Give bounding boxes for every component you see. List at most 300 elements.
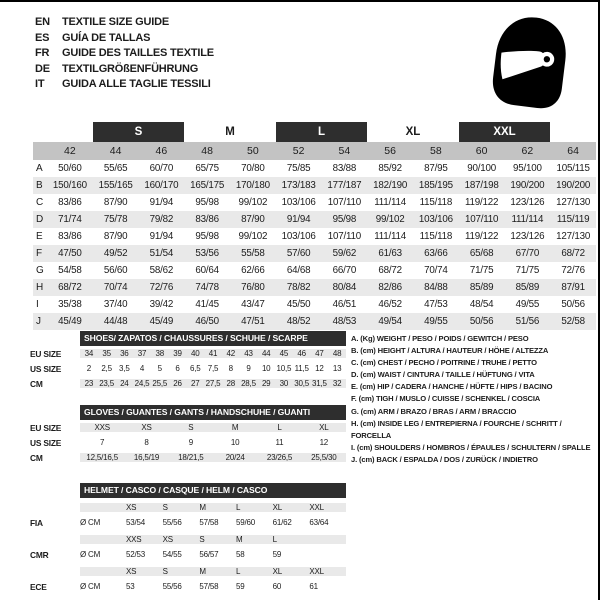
size-row-values	[80, 423, 346, 432]
guide-title: TEXTILE SIZE GUIDE	[62, 16, 170, 28]
size-value: 35	[102, 349, 111, 358]
measurement-value: 111/114	[511, 214, 544, 225]
measurement-value: 187/198	[464, 180, 499, 191]
measurement-value: 84/88	[424, 282, 448, 293]
measurement-value: 72/76	[149, 282, 174, 293]
size-value: 11,5	[294, 364, 309, 373]
measurement-value: 59/62	[332, 248, 357, 259]
measurement-value: 105/115	[556, 163, 590, 174]
language-row	[35, 31, 214, 47]
language-titles	[35, 15, 214, 93]
size-row	[30, 376, 346, 391]
measurement-value: 49/54	[378, 316, 402, 327]
language-row	[35, 77, 214, 93]
measurement-value: 53/56	[195, 248, 219, 259]
measurement-value: 170/180	[235, 180, 270, 191]
measurement-value: 41/45	[195, 299, 219, 310]
measurement-value: 95/98	[332, 214, 357, 225]
helmet-size-label: XL	[272, 503, 283, 512]
measurement-value: 45/49	[58, 316, 82, 327]
size-value: 12,5/16,5	[86, 453, 118, 462]
measurement-value: 76/80	[241, 282, 265, 293]
size-value: 43	[244, 349, 253, 358]
helmet-size-header-row	[30, 532, 346, 547]
guide-title: GUÍA DE TALLAS	[62, 31, 151, 44]
size-value: 7	[100, 438, 105, 447]
measurement-value: 45/50	[286, 299, 311, 310]
legend-item: F. (cm) TIGH / MUSLO / CUISSE / SCHENKEL / COSCIA	[351, 394, 541, 404]
helmet-size-label: XXL	[309, 567, 324, 576]
size-column-header: 56	[384, 145, 396, 157]
language-row	[35, 15, 214, 31]
size-value: XXS	[94, 423, 110, 432]
size-value: L	[277, 423, 282, 432]
measurement-row-label: B	[36, 180, 43, 191]
legend-item: D. (cm) WAIST / CINTURA / TAILLE / HÜFTUNG / VITA	[351, 370, 535, 380]
size-value: 42	[226, 349, 235, 358]
measurement-row	[33, 211, 596, 228]
size-value: 12	[319, 438, 329, 447]
measurement-row-label: C	[36, 197, 44, 208]
helmet-size-value: 59	[272, 550, 282, 559]
size-value: 23	[84, 379, 94, 388]
helmet-standard-row	[30, 579, 346, 594]
size-value: 10,5	[276, 364, 292, 373]
measurement-value: 177/187	[327, 180, 362, 191]
measurement-value: 58/62	[149, 265, 174, 276]
helmet-size-label: L	[236, 503, 241, 512]
helmet-standard-values	[80, 550, 346, 559]
measurement-value: 87/90	[103, 197, 128, 208]
measurement-row-label: G	[36, 265, 44, 276]
size-value: 16,5/19	[133, 453, 160, 462]
size-value: 32	[332, 379, 342, 388]
diameter-unit-label: Ø CM	[80, 582, 101, 591]
measurement-value: 123/126	[510, 231, 545, 242]
size-group-xxl: XXL	[459, 122, 551, 142]
measurement-value: 103/106	[281, 231, 316, 242]
helmet-size-value: 61/62	[272, 518, 292, 527]
measurement-value: 87/95	[424, 163, 448, 174]
measurement-value: 60/64	[195, 265, 219, 276]
measurement-value: 67/70	[515, 248, 540, 259]
helmet-size-label: S	[162, 503, 168, 512]
measurement-value: 123/126	[510, 197, 545, 208]
unit-spacer	[80, 503, 126, 512]
legend-item: B. (cm) HEIGHT / ALTURA / HAUTEUR / HÖHE / ALTEZZA	[351, 346, 549, 356]
size-column-header: 44	[109, 145, 122, 157]
size-column-header: 54	[338, 145, 351, 157]
size-value: 24,5	[134, 379, 150, 388]
measurement-value: 75/78	[103, 214, 128, 225]
size-value: 30,5	[294, 379, 310, 388]
language-row	[35, 62, 214, 78]
measurement-value: 165/175	[190, 180, 225, 191]
measurement-value: 150/160	[52, 180, 87, 191]
helmet-size-header-row	[30, 564, 346, 579]
measurement-value: 61/63	[378, 248, 402, 259]
helmet-size-value: 52/53	[126, 550, 146, 559]
size-value: XS	[141, 423, 152, 432]
measurement-value: 127/130	[556, 231, 591, 242]
measurement-value: 71/74	[58, 214, 82, 225]
measurement-value: 37/40	[103, 299, 128, 310]
language-code: EN	[35, 16, 50, 28]
legend-item: C. (cm) CHEST / PECHO / POITRINE / TRUHE / PETTO	[351, 358, 537, 368]
measurement-value: 155/165	[98, 180, 133, 191]
size-value: 36	[120, 349, 129, 358]
size-value: 34	[84, 349, 94, 358]
size-value: 12	[315, 364, 324, 373]
size-row-values	[80, 364, 346, 373]
size-value: 11	[275, 438, 284, 447]
measurement-value: 68/72	[58, 282, 82, 293]
measurement-value: 83/86	[58, 231, 82, 242]
measurement-row	[33, 262, 596, 279]
measurement-value: 45/49	[149, 316, 174, 327]
size-column-header: 50	[247, 145, 259, 157]
gloves-size-table	[30, 405, 346, 465]
size-value: 47	[315, 349, 324, 358]
measurement-value: 80/84	[332, 282, 357, 293]
helmet-size-value: 57/58	[199, 582, 219, 591]
measurement-value: 49/55	[515, 299, 540, 310]
measurement-value: 107/110	[464, 214, 499, 225]
helmet-size-label: XXS	[126, 535, 142, 544]
size-column-header: 42	[64, 145, 76, 157]
measurement-value: 91/94	[149, 231, 174, 242]
measurement-value: 119/122	[464, 197, 499, 208]
measurement-value: 85/89	[469, 282, 494, 293]
size-value: 4	[139, 364, 145, 373]
measurement-value: 103/106	[418, 214, 453, 225]
measurement-value: 71/75	[469, 265, 494, 276]
measurement-value: 65/75	[195, 163, 219, 174]
size-value: 41	[208, 349, 218, 358]
size-value: 24	[120, 379, 129, 388]
measurement-value: 66/70	[332, 265, 357, 276]
size-value: 27	[191, 379, 200, 388]
size-column-header: 60	[475, 145, 488, 157]
measurement-value: 47/50	[58, 248, 82, 259]
size-row-values	[80, 453, 346, 462]
measurement-value: 87/90	[103, 231, 128, 242]
measurement-value: 91/94	[286, 214, 311, 225]
measurement-value: 83/88	[332, 163, 357, 174]
helmet-size-label: S	[199, 535, 205, 544]
diameter-unit-label: Ø CM	[80, 550, 101, 559]
helmet-size-labels	[80, 503, 346, 512]
helmet-size-label: M	[199, 503, 206, 512]
helmet-table-title: HELMET / CASCO / CASQUE / HELM / CASCO	[80, 483, 346, 498]
helmet-standard-values	[80, 518, 346, 527]
size-row-label: EU SIZE	[30, 422, 62, 433]
measurement-value: 185/195	[418, 180, 453, 191]
measurement-legend	[351, 333, 596, 466]
size-row-label: EU SIZE	[30, 348, 62, 359]
measurement-value: 82/86	[378, 282, 402, 293]
measurement-value: 83/86	[195, 214, 219, 225]
measurement-value: 190/200	[510, 180, 545, 191]
size-value: S	[188, 423, 194, 432]
helmet-size-value: 61	[309, 582, 318, 591]
measurement-value: 50/56	[561, 299, 585, 310]
size-row	[30, 420, 346, 435]
gloves-table-title: GLOVES / GUANTES / GANTS / HANDSCHUHE / GUANTI	[80, 405, 346, 420]
size-group-m: M	[225, 126, 235, 138]
measurement-value: 39/42	[149, 299, 174, 310]
measurement-value: 68/72	[561, 248, 585, 259]
size-value: 26	[173, 379, 182, 388]
size-row-values	[80, 438, 346, 447]
measurement-value: 115/119	[556, 214, 590, 225]
helmet-size-header-row	[30, 500, 346, 515]
size-column-header: 58	[430, 145, 442, 157]
measurement-value: 78/82	[286, 282, 311, 293]
helmet-size-value: 58	[236, 550, 245, 559]
helmet-size-value: 53	[126, 582, 135, 591]
measurement-value: 95/98	[195, 197, 219, 208]
measurement-value: 71/75	[515, 265, 540, 276]
unit-spacer	[80, 535, 126, 544]
measurement-value: 70/80	[241, 163, 265, 174]
size-row-label: CM	[30, 378, 43, 389]
measurement-value: 70/74	[424, 265, 448, 276]
measurement-value: 43/47	[241, 299, 265, 310]
measurement-value: 54/58	[58, 265, 82, 276]
measurement-value: 50/56	[469, 316, 494, 327]
measurement-value: 87/91	[561, 282, 585, 293]
size-value: 8	[228, 364, 233, 373]
textile-size-table	[33, 122, 596, 330]
size-value: 6,5	[189, 364, 201, 373]
size-value: 23/26,5	[266, 453, 293, 462]
helmet-size-label: S	[162, 567, 168, 576]
measurement-row-label: A	[36, 163, 43, 174]
size-value: 28	[226, 379, 235, 388]
legend-item: I. (cm) SHOULDERS / HOMBROS / ÉPAULES / SCHULTERN / SPALLE	[351, 442, 591, 452]
helmet-size-value: 57/58	[199, 518, 219, 527]
legend-item: G. (cm) ARM / BRAZO / BRAS / ARM / BRACCIO	[351, 406, 517, 416]
size-column-header: 52	[292, 145, 305, 157]
guide-title: GUIDE DES TAILLES TEXTILE	[62, 47, 214, 60]
helmet-size-label: M	[199, 567, 206, 576]
measurement-value: 56/60	[103, 265, 128, 276]
diameter-unit-label: Ø CM	[80, 518, 101, 527]
helmet-size-value: 60	[272, 582, 282, 591]
standard-label: CMR	[30, 549, 49, 560]
size-row-values	[80, 349, 346, 358]
helmet-size-label: L	[236, 567, 241, 576]
measurement-value: 119/122	[464, 231, 499, 242]
size-value: 31,5	[312, 379, 327, 388]
measurement-value: 111/114	[374, 231, 407, 242]
helmet-size-labels	[80, 567, 346, 576]
legend-item: E. (cm) HIP / CADERA / HANCHE / HÜFTE / HIPS / BACINO	[351, 382, 553, 392]
measurement-value: 74/78	[195, 282, 219, 293]
measurement-value: 103/106	[281, 197, 316, 208]
measurement-value: 99/102	[238, 231, 268, 242]
measurement-value: 68/72	[378, 265, 402, 276]
size-value: 9	[188, 438, 193, 447]
size-group-l: L	[276, 122, 368, 142]
measurement-row	[33, 279, 596, 296]
size-value: 48	[332, 349, 342, 358]
measurement-value: 55/65	[103, 163, 128, 174]
measurement-value: 57/60	[286, 248, 311, 259]
unit-spacer	[80, 567, 126, 576]
measurement-value: 63/66	[424, 248, 448, 259]
measurement-value: 95/98	[195, 231, 219, 242]
helmet-size-value: 59	[236, 582, 245, 591]
size-row-label: CM	[30, 452, 43, 463]
size-value: 27,5	[205, 379, 221, 388]
size-value: 10	[230, 438, 240, 447]
size-value: 3,5	[119, 364, 130, 373]
measurement-value: 173/183	[281, 180, 316, 191]
measurement-value: 72/76	[561, 265, 585, 276]
size-group-s: S	[93, 122, 185, 142]
language-code: FR	[35, 47, 50, 60]
measurement-row-label: I	[36, 299, 39, 310]
helmet-size-table	[30, 483, 346, 594]
measurement-value: 50/60	[58, 163, 82, 174]
measurement-value: 49/52	[103, 248, 128, 259]
helmet-size-label: XS	[126, 503, 137, 512]
language-code: IT	[35, 78, 45, 91]
size-value: 25,5/30	[311, 453, 337, 462]
measurement-row	[33, 228, 596, 245]
measurement-value: 87/90	[241, 214, 265, 225]
language-row	[35, 46, 214, 62]
measurement-value: 79/82	[149, 214, 174, 225]
shoes-table-title: SHOES/ ZAPATOS / CHAUSSURES / SCHUHE / SCARPE	[80, 331, 346, 346]
shoes-table-rows	[30, 346, 346, 391]
size-row-label: US SIZE	[30, 363, 62, 374]
measurement-value: 46/50	[195, 316, 219, 327]
measurement-value: 107/110	[327, 231, 362, 242]
measurement-value: 190/200	[556, 180, 591, 191]
size-value: 7,5	[207, 364, 219, 373]
helmet-size-value: 53/54	[126, 518, 146, 527]
measurement-value: 91/94	[149, 197, 174, 208]
size-value: 9	[246, 364, 251, 373]
helmet-size-labels	[80, 535, 346, 544]
measurement-value: 48/54	[469, 299, 494, 310]
size-value: 2,5	[101, 364, 112, 373]
numeric-size-header-row	[33, 142, 596, 160]
size-value: 20/24	[225, 453, 245, 462]
measurement-row	[33, 245, 596, 262]
measurement-value: 115/118	[419, 231, 453, 242]
measurement-value: 49/55	[424, 316, 448, 327]
helmet-size-label: XL	[272, 567, 283, 576]
measurement-row-label: E	[36, 231, 43, 242]
measurement-value: 95/100	[512, 163, 542, 174]
size-value: 28,5	[241, 379, 256, 388]
measurement-row-label: J	[36, 316, 41, 327]
measurement-row-label: H	[36, 282, 44, 293]
measurement-value: 47/53	[424, 299, 448, 310]
helmet-table-rows	[30, 500, 346, 594]
measurement-value: 64/68	[286, 265, 311, 276]
size-column-header: 62	[521, 145, 534, 157]
measurement-value: 90/100	[467, 163, 496, 174]
measurement-value: 75/85	[286, 163, 311, 174]
measurement-value: 60/70	[149, 163, 174, 174]
measurement-value: 47/51	[241, 316, 265, 327]
measurement-value: 85/89	[515, 282, 540, 293]
size-value: 37	[137, 349, 147, 358]
size-row	[30, 450, 346, 465]
size-column-header: 64	[567, 145, 579, 157]
size-value: 25,5	[152, 379, 168, 388]
size-row	[30, 346, 346, 361]
language-code: ES	[35, 31, 50, 44]
helmet-size-value: 55/56	[162, 582, 182, 591]
size-value: M	[231, 423, 239, 432]
helmet-size-label: L	[272, 535, 277, 544]
measurement-value: 48/53	[332, 316, 357, 327]
size-value: 38	[155, 349, 165, 358]
measurement-row	[33, 313, 596, 330]
measurement-value: 83/86	[58, 197, 82, 208]
helmet-size-value: 63/64	[309, 518, 329, 527]
measurement-value: 111/114	[374, 197, 407, 208]
measurement-value: 46/52	[378, 299, 402, 310]
helmet-size-label: XXL	[309, 503, 324, 512]
measurement-value: 44/48	[103, 316, 128, 327]
guide-title: TEXTILGRÖßENFÜHRUNG	[62, 62, 199, 75]
measurement-value: 99/102	[238, 197, 268, 208]
measurement-value: 182/190	[373, 180, 408, 191]
group-row-spacer	[33, 122, 47, 142]
size-value: 46	[297, 349, 306, 358]
measurement-value: 160/170	[144, 180, 179, 191]
helmet-size-label: M	[236, 535, 243, 544]
guide-title: GUIDA ALLE TAGLIE TESSILI	[62, 78, 211, 91]
measurement-value: 115/118	[419, 197, 453, 208]
size-row	[30, 361, 346, 376]
size-value: 18/21,5	[178, 453, 204, 462]
size-value: 29	[261, 379, 271, 388]
size-value: 13	[332, 364, 342, 373]
measurement-row	[33, 296, 596, 313]
measurement-value: 62/66	[241, 265, 265, 276]
language-code: DE	[35, 62, 50, 75]
helmet-standard-row	[30, 515, 346, 530]
gloves-table-rows	[30, 420, 346, 465]
legend-item: J. (cm) BACK / ESPALDA / DOS / ZURÜCK / INDIETRO	[351, 454, 538, 464]
measurement-value: 35/38	[58, 299, 82, 310]
measurement-row	[33, 194, 596, 211]
size-value: 39	[173, 349, 182, 358]
measurement-row	[33, 177, 596, 194]
helmet-size-value: 59/60	[236, 518, 256, 527]
size-value: 8	[144, 438, 149, 447]
helmet-standard-values	[80, 582, 346, 591]
racing-helmet-icon	[487, 14, 573, 111]
legend-item: A. (Kg) WEIGHT / PESO / POIDS / GEWITCH / PESO	[351, 334, 529, 343]
size-group-xl: XL	[405, 126, 421, 138]
helmet-size-label: XS	[162, 535, 173, 544]
size-value: 2	[86, 364, 91, 373]
size-row-label: US SIZE	[30, 437, 62, 448]
helmet-size-value: 56/57	[199, 550, 219, 559]
size-value: XL	[319, 423, 329, 432]
measurement-value: 99/102	[375, 214, 405, 225]
measurement-value: 65/68	[469, 248, 494, 259]
